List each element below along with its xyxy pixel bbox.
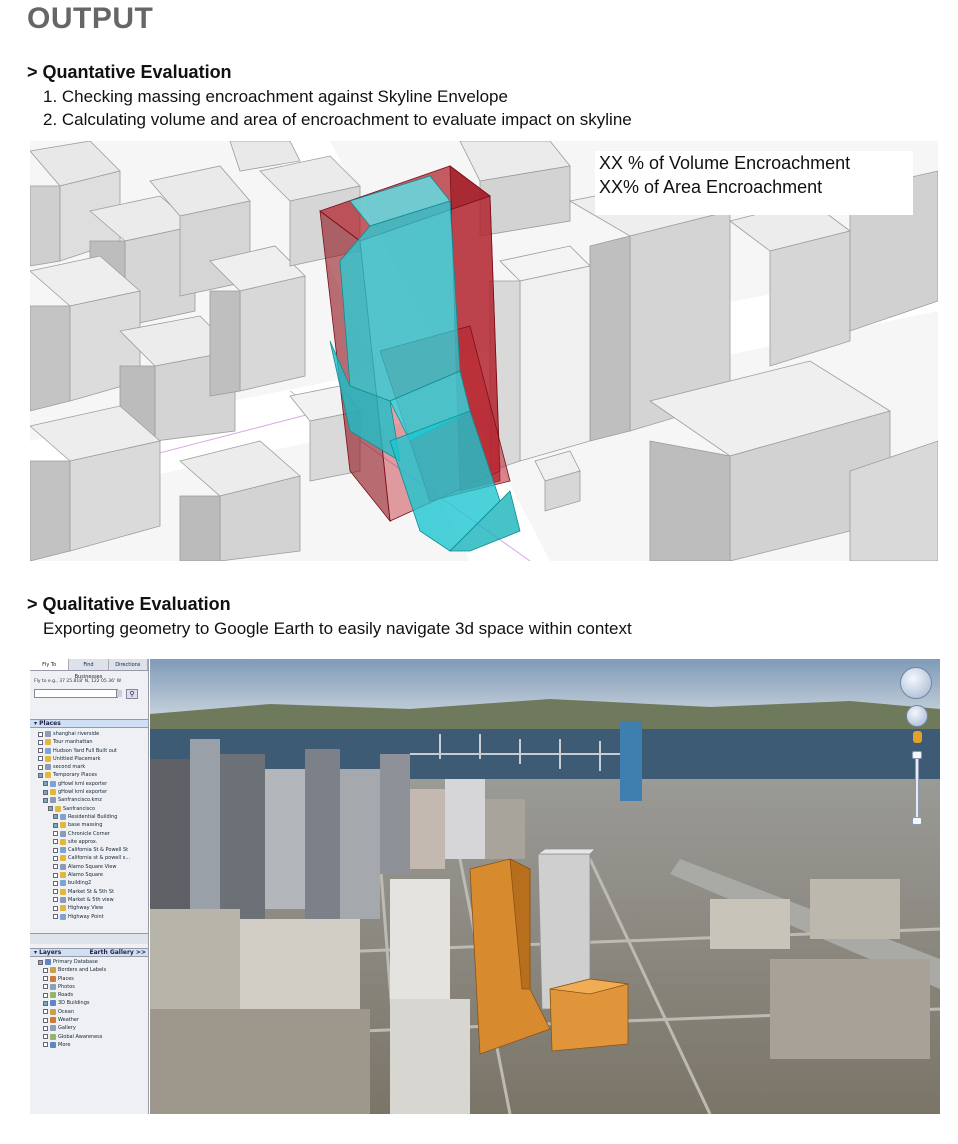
massing-model-view: [30, 141, 938, 561]
places-item-label: Highway Point: [68, 913, 104, 920]
layers-checkbox[interactable]: [43, 1026, 48, 1031]
places-item-icon: [45, 748, 51, 754]
places-checkbox[interactable]: [53, 873, 58, 878]
places-item-label: base massing: [68, 822, 103, 829]
layers-header-label: Layers: [39, 949, 62, 956]
volume-encroachment-text: XX % of Volume Encroachment: [599, 153, 851, 173]
encroachment-summary: [595, 151, 913, 215]
places-item[interactable]: [30, 821, 148, 829]
places-item[interactable]: [30, 913, 148, 921]
layers-item-label: Roads: [58, 992, 74, 999]
layers-item-icon: [45, 959, 51, 965]
places-item-label: California st & powell s...: [68, 855, 131, 862]
qualitative-heading: > Qualitative Evaluation: [27, 594, 231, 614]
places-item[interactable]: [30, 805, 148, 813]
places-checkbox[interactable]: [53, 831, 58, 836]
places-item-icon: [50, 797, 56, 803]
layers-item[interactable]: [30, 966, 148, 974]
layers-item-icon: [50, 1009, 56, 1015]
places-item[interactable]: [30, 747, 148, 755]
places-item-label: Alamo Square: [68, 872, 103, 879]
places-item-label: Tour manhattan: [53, 739, 93, 746]
places-item-label: second mark: [53, 764, 86, 771]
zoom-out-button[interactable]: [912, 817, 922, 825]
places-header-label: Places: [39, 720, 61, 727]
layers-item[interactable]: [30, 1024, 148, 1032]
places-checkbox[interactable]: [38, 773, 43, 778]
quantitative-line-2: 2. Calculating volume and area of encroachment to evaluate impact on skyline: [43, 110, 632, 129]
places-item[interactable]: [30, 879, 148, 887]
places-item-icon: [45, 739, 51, 745]
move-control[interactable]: [906, 705, 928, 727]
places-item-icon: [60, 847, 66, 853]
places-checkbox[interactable]: [53, 906, 58, 911]
places-item-label: California St & Powell St: [68, 847, 129, 854]
places-item[interactable]: [30, 771, 148, 779]
places-checkbox[interactable]: [38, 732, 43, 737]
layers-item[interactable]: [30, 958, 148, 966]
layers-item-label: Weather: [58, 1017, 80, 1024]
layers-checkbox[interactable]: [43, 976, 48, 981]
places-item-label: Untitled Placemark: [53, 755, 101, 762]
places-item[interactable]: [30, 871, 148, 879]
earth-3d-viewport[interactable]: [150, 659, 940, 1114]
tab-fly-to[interactable]: Fly To: [30, 659, 69, 670]
tab-find-businesses[interactable]: Find Businesses: [69, 659, 108, 670]
places-checkbox[interactable]: [53, 848, 58, 853]
layers-item-label: Primary Database: [53, 959, 98, 965]
qualitative-line-1: Exporting geometry to Google Earth to easily navigate 3d space within context: [43, 619, 632, 638]
places-item-label: Hudson Yard Full Built out: [53, 747, 117, 754]
layers-item[interactable]: [30, 983, 148, 991]
layers-checkbox[interactable]: [43, 1001, 48, 1006]
layers-item-icon: [50, 1017, 56, 1023]
places-item-icon: [50, 781, 56, 787]
layers-checkbox[interactable]: [43, 1009, 48, 1014]
places-item[interactable]: [30, 796, 148, 804]
layers-item-label: Photos: [58, 983, 75, 990]
places-checkbox[interactable]: [53, 864, 58, 869]
places-item[interactable]: [30, 813, 148, 821]
places-checkbox[interactable]: [53, 856, 58, 861]
earth-gallery-button[interactable]: Earth Gallery >>: [89, 949, 146, 956]
places-item-label: Market & 5th view: [68, 896, 114, 903]
places-checkbox[interactable]: [53, 839, 58, 844]
places-item-label: gHowl kml exporter: [58, 780, 108, 787]
layers-item-icon: [50, 1042, 56, 1048]
places-item-icon: [60, 864, 66, 870]
places-checkbox[interactable]: [48, 806, 53, 811]
places-item-label: Chronicle Corner: [68, 830, 110, 837]
layers-item[interactable]: [30, 1033, 148, 1041]
search-tabs: [30, 659, 148, 680]
layers-checkbox[interactable]: [43, 968, 48, 973]
layers-checkbox[interactable]: [43, 1042, 48, 1047]
places-item[interactable]: [30, 896, 148, 904]
places-checkbox[interactable]: [53, 881, 58, 886]
places-checkbox[interactable]: [38, 765, 43, 770]
places-item[interactable]: [30, 846, 148, 854]
places-item[interactable]: [30, 780, 148, 788]
layers-checkbox[interactable]: [43, 984, 48, 989]
layers-item-label: Gallery: [58, 1025, 76, 1032]
layers-checkbox[interactable]: [43, 993, 48, 998]
places-item-icon: [60, 897, 66, 903]
places-item[interactable]: [30, 738, 148, 746]
places-checkbox[interactable]: [53, 897, 58, 902]
layers-item[interactable]: [30, 1016, 148, 1024]
places-toolbar: [30, 933, 148, 944]
layers-item-label: Ocean: [58, 1008, 74, 1015]
layers-item-icon: [50, 1034, 56, 1040]
street-view-pegman-icon[interactable]: [913, 731, 922, 743]
places-item-icon: [45, 764, 51, 770]
layers-checkbox[interactable]: [43, 1034, 48, 1039]
search-icon: ⚲: [129, 690, 135, 698]
places-list: [30, 730, 148, 921]
google-earth-window: [30, 659, 940, 1114]
layers-item-label: Global Awareness: [58, 1033, 103, 1040]
layers-item-label: Places: [58, 975, 74, 982]
places-item-icon: [45, 772, 51, 778]
layers-item-icon: [50, 1000, 56, 1006]
zoom-slider[interactable]: [915, 751, 919, 821]
places-item-label: Temporary Places: [53, 772, 98, 779]
layers-item[interactable]: [30, 1008, 148, 1016]
places-item-label: building2: [68, 880, 92, 887]
places-checkbox[interactable]: [53, 914, 58, 919]
places-header[interactable]: [30, 719, 148, 728]
places-item[interactable]: [30, 755, 148, 763]
places-item-icon: [60, 880, 66, 886]
places-checkbox[interactable]: [53, 814, 58, 819]
places-item-label: Sanfrancisco: [63, 805, 96, 812]
zoom-in-button[interactable]: [912, 751, 922, 759]
layers-item-label: 3D Buildings: [58, 1000, 90, 1007]
places-item-icon: [45, 756, 51, 762]
places-item-icon: [55, 806, 61, 812]
layers-item-icon: [50, 1025, 56, 1031]
places-item-icon: [60, 914, 66, 920]
places-item-label: shanghai riverside: [53, 731, 100, 737]
places-item[interactable]: [30, 888, 148, 896]
places-checkbox[interactable]: [43, 790, 48, 795]
places-item-icon: [45, 731, 51, 737]
history-dropdown-button[interactable]: [116, 690, 122, 697]
layers-item[interactable]: [30, 999, 148, 1007]
layers-item-label: Borders and Labels: [58, 967, 107, 974]
places-checkbox[interactable]: [53, 889, 58, 894]
fly-to-hint: Fly to e.g., 37 25.818' N, 122 05.36' W: [34, 679, 122, 684]
places-item-icon: [60, 889, 66, 895]
places-item[interactable]: [30, 830, 148, 838]
places-item[interactable]: [30, 763, 148, 771]
places-item-label: Highway View: [68, 905, 104, 912]
places-checkbox[interactable]: [38, 740, 43, 745]
layers-checkbox[interactable]: [38, 960, 43, 965]
layers-checkbox[interactable]: [43, 1018, 48, 1023]
layers-item-label: More: [58, 1041, 71, 1048]
page-title: OUTPUT: [27, 2, 154, 35]
places-item-icon: [50, 789, 56, 795]
places-item[interactable]: [30, 854, 148, 862]
places-item[interactable]: [30, 730, 148, 738]
layers-item-icon: [50, 992, 56, 998]
places-item-label: Residential Building: [68, 813, 118, 820]
places-item-label: Alamo Square View: [68, 863, 117, 870]
places-item-label: site approx.: [68, 838, 98, 845]
fly-to-input[interactable]: [34, 689, 118, 698]
layers-header[interactable]: [30, 948, 148, 957]
places-item-icon: [60, 905, 66, 911]
places-checkbox[interactable]: [38, 748, 43, 753]
layers-item-icon: [50, 976, 56, 982]
quantitative-heading: > Quantative Evaluation: [27, 62, 232, 82]
layers-list: [30, 958, 148, 1049]
search-button[interactable]: [126, 689, 138, 699]
places-item[interactable]: [30, 904, 148, 912]
places-item[interactable]: [30, 838, 148, 846]
places-item-icon: [60, 831, 66, 837]
places-item-icon: [60, 814, 66, 820]
places-checkbox[interactable]: [53, 823, 58, 828]
layers-item[interactable]: [30, 991, 148, 999]
places-collapse-icon: ▾: [34, 720, 40, 727]
places-item-icon: [60, 855, 66, 861]
layers-collapse-icon: ▾: [34, 949, 40, 956]
places-checkbox[interactable]: [43, 781, 48, 786]
layers-item-icon: [50, 967, 56, 973]
layers-item[interactable]: [30, 975, 148, 983]
area-encroachment-text: XX% of Area Encroachment: [599, 177, 823, 197]
quantitative-line-1: 1. Checking massing encroachment against Skyline Envelope: [43, 87, 508, 106]
places-item-icon: [60, 822, 66, 828]
places-item-icon: [60, 872, 66, 878]
layers-item-icon: [50, 984, 56, 990]
places-item-icon: [60, 839, 66, 845]
places-checkbox[interactable]: [43, 798, 48, 803]
layers-item[interactable]: [30, 1041, 148, 1049]
places-item[interactable]: [30, 788, 148, 796]
places-item-label: gHowl kml exporter: [58, 789, 108, 796]
aerial-city-render: [150, 659, 940, 1114]
look-control[interactable]: [900, 667, 932, 699]
places-item-label: Market St & 5th St: [68, 888, 115, 895]
tab-directions[interactable]: Directions: [109, 659, 148, 670]
places-checkbox[interactable]: [38, 756, 43, 761]
google-earth-sidebar: [30, 659, 149, 1114]
places-item[interactable]: [30, 863, 148, 871]
places-item-label: Sanfrancisco.kmz: [58, 797, 102, 804]
